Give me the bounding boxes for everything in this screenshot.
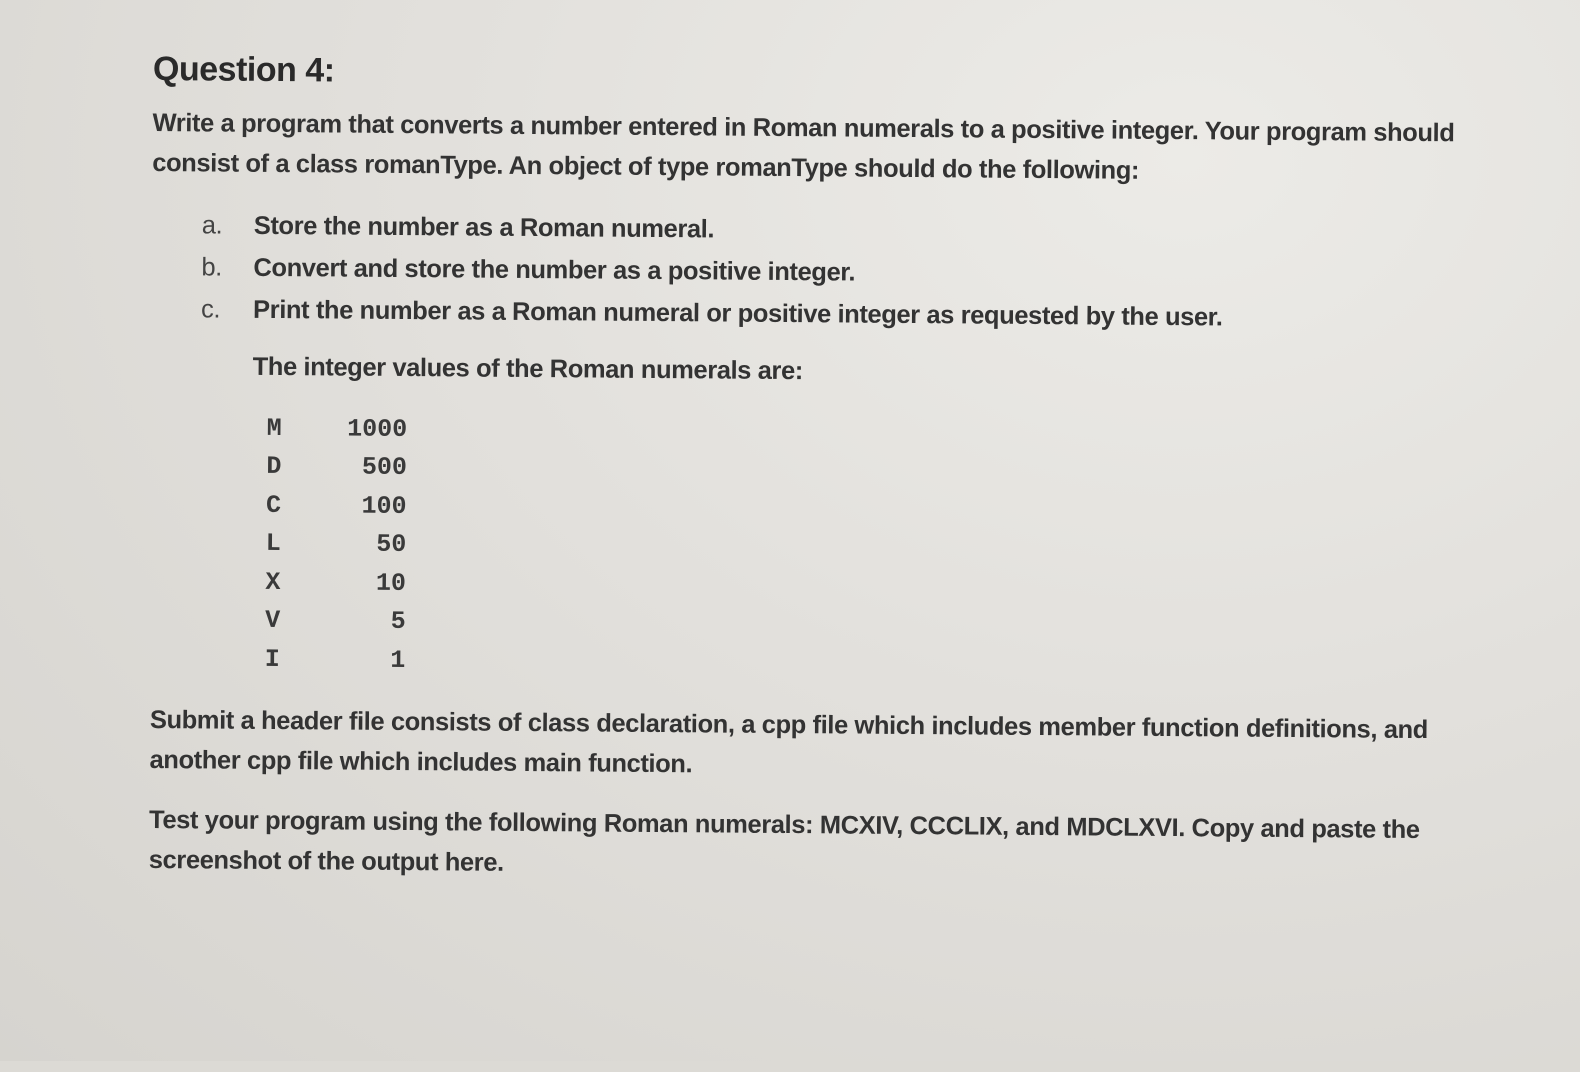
list-item-text: Store the number as a Roman numeral. bbox=[253, 211, 715, 244]
numeral-value: 1000 bbox=[347, 414, 408, 444]
numerals-heading: The integer values of the Roman numerals are: bbox=[252, 352, 803, 386]
submission-instructions: Submit a header file consists of class declaration, a cpp file which includes member function definitions, and another cpp file which includes main function. bbox=[149, 706, 1428, 779]
table-row bbox=[247, 640, 405, 680]
question-intro: Write a program that converts a number entered in Roman numerals to a positive integer. Your program should consist of a class romanType. An object of type romanType should do the following: bbox=[152, 109, 1455, 185]
requirements-list bbox=[198, 204, 1399, 339]
table-row bbox=[249, 409, 407, 449]
numeral-value: 1 bbox=[390, 645, 406, 675]
table-row bbox=[248, 486, 406, 526]
list-item bbox=[198, 288, 1398, 339]
numeral-value: 500 bbox=[361, 452, 407, 483]
numeral-symbol: I bbox=[264, 644, 280, 674]
numeral-symbol: M bbox=[266, 413, 282, 443]
numeral-value: 100 bbox=[361, 491, 407, 521]
numeral-symbol: V bbox=[265, 606, 281, 636]
numeral-symbol: C bbox=[265, 490, 282, 520]
list-item-text: Print the number as a Roman numeral or positive integer as requested by the user. bbox=[253, 295, 1223, 332]
question-title: Question 4: bbox=[152, 50, 335, 90]
table-row bbox=[248, 563, 406, 603]
numeral-symbol: L bbox=[265, 529, 281, 559]
table-row bbox=[249, 447, 407, 487]
list-marker: a. bbox=[201, 211, 223, 240]
roman-numerals-table bbox=[247, 409, 407, 680]
table-row bbox=[248, 524, 406, 564]
numeral-symbol: X bbox=[265, 567, 281, 597]
list-item-text: Convert and store the number as a positive integer. bbox=[253, 253, 856, 287]
list-marker: c. bbox=[201, 295, 221, 324]
table-row bbox=[248, 601, 406, 641]
test-instructions: Test your program using the following Roman numerals: MCXIV, CCCLIX, and MDCLXVI. Copy and paste the screenshot of the output here. bbox=[148, 806, 1420, 877]
list-marker: b. bbox=[201, 253, 223, 282]
numeral-value: 50 bbox=[376, 530, 407, 560]
numeral-value: 5 bbox=[390, 607, 406, 637]
numeral-symbol: D bbox=[266, 452, 282, 482]
numeral-value: 10 bbox=[375, 568, 407, 598]
